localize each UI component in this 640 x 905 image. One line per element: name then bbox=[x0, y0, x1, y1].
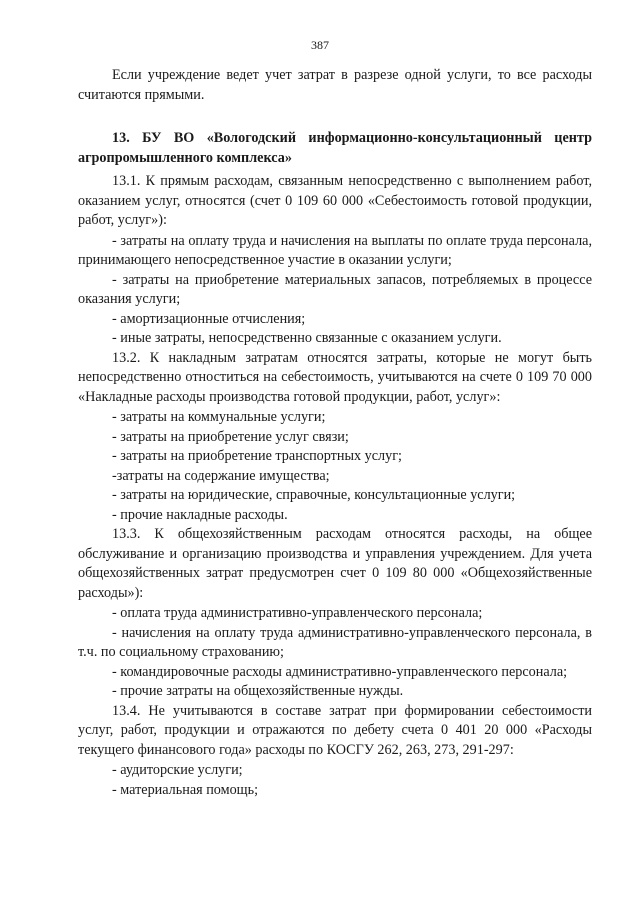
paragraph-13-1: 13.1. К прямым расходам, связанным непосредственно с выполнением работ, оказанием услуг, относятся (счет 0 109 60 000 «Себестоимость готовой продукции, работ, услуг»): bbox=[78, 173, 592, 228]
list-item: - материальная помощь; bbox=[112, 781, 259, 798]
list-item: - аудиторские услуги; bbox=[112, 762, 243, 778]
paragraph-13-4: 13.4. Не учитываются в составе затрат при формировании себестоимости услуг, работ, продукции и отражаются по дебету счета 0 401 20 000 «Расходы текущего финансового года» расходы по КОСГУ 262, 263, 273, 291-297: bbox=[78, 702, 592, 758]
list-item: - прочие затраты на общехозяйственные нужды. bbox=[112, 683, 404, 699]
paragraph-13-2: 13.2. К накладным затратам относятся затраты, которые не могут быть непосредственно отноститься на себестоимость, учитываются на счете 0 109 70 000 «Накладные расходы производства готовой продукции, работ, услуг»: bbox=[78, 349, 592, 405]
page-number: 387 bbox=[311, 38, 329, 52]
list-item: - затраты на коммунальные услуги; bbox=[112, 409, 326, 425]
list-item: -затраты на содержание имущества; bbox=[112, 467, 330, 484]
list-item: - командировочные расходы административно-управленческого персонала; bbox=[112, 663, 568, 680]
list-item: - затраты на приобретение материальных запасов, потребляемых в процессе оказания услуги; bbox=[78, 271, 592, 307]
list-item: - затраты на приобретение услуг связи; bbox=[112, 428, 349, 445]
list-item: - амортизационные отчисления; bbox=[112, 310, 306, 327]
list-item: - иные затраты, непосредственно связанные с оказанием услуги. bbox=[112, 330, 502, 346]
paragraph-13-3: 13.3. К общехозяйственным расходам относятся расходы, на общее обслуживание и организацию производства и управления учреждением. Для учета общехозяйственных затрат предусмотрен счет 0 109 80 000 «Общехозяйственные расходы»): bbox=[78, 526, 592, 601]
list-item: - затраты на юридические, справочные, консультационные услуги; bbox=[112, 487, 516, 503]
document-body bbox=[78, 66, 592, 800]
list-item: - затраты на оплату труда и начисления на выплаты по оплате труда персонала, принимающего непосредственное участие в оказании услуги; bbox=[78, 232, 592, 268]
list-item: - оплата труда административно-управленческого персонала; bbox=[112, 605, 483, 621]
intro-paragraph: Если учреждение ведет учет затрат в разрезе одной услуги, то все расходы считаются прямыми. bbox=[78, 67, 592, 103]
list-item: - затраты на приобретение транспортных услуг; bbox=[112, 448, 402, 464]
section-title: 13. БУ ВО «Вологодский информационно-консультационный центр агропромышленного комплекса» bbox=[78, 130, 592, 166]
list-item: - прочие накладные расходы. bbox=[112, 506, 288, 523]
list-item: - начисления на оплату труда административно-управленческого персонала, в т.ч. по социальному страхованию; bbox=[78, 624, 592, 660]
